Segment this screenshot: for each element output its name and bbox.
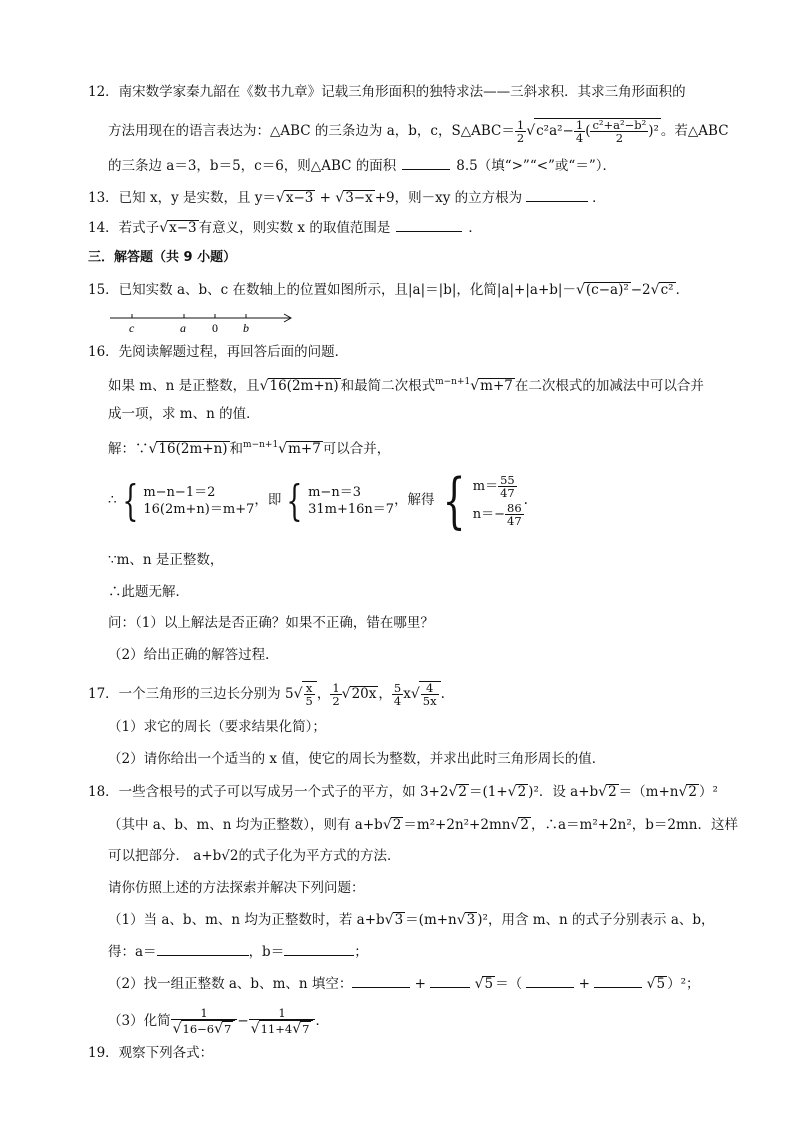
q18-line3: 可以把部分． a+b√2的式子化为平方式的方法． bbox=[108, 848, 401, 864]
answer-blank[interactable] bbox=[402, 155, 450, 170]
label-b: b bbox=[243, 321, 249, 335]
q18-l2b: ，∴a＝m²+2n²，b＝2mn．这样 bbox=[530, 817, 738, 833]
q16-l2b: 和最简二次根式 bbox=[340, 378, 436, 394]
answer-blank[interactable] bbox=[430, 973, 470, 988]
q12-line2: 方法用现在的语言表达为：△ABC 的三条边为 a，b，c，S△ABC＝ $\frac{1}{2}$ √c²a²− $\frac{1}{4}$ ( $\frac{\text{c²+a²−b²}}{2}$ )² 。若△ABC bbox=[108, 118, 729, 145]
q16-line6: ∵m、n 是正整数， bbox=[108, 552, 224, 568]
q16-l4a: 解：∵ bbox=[108, 441, 149, 457]
heron-radical: c²a²− $\frac{1}{4}$ ( $\frac{\text{c²+a²−b²}}{2}$ )² bbox=[536, 118, 659, 145]
q13-line: 13．已知 x，y 是实数，且 y＝√x−3 + √3−x +9，则－xy 的立方根为 ． bbox=[88, 187, 606, 208]
answer-blank[interactable] bbox=[594, 973, 642, 988]
q18-l1a: 18．一些含根号的式子可以写成另一个式子的平方，如 3+2 bbox=[88, 784, 449, 800]
q16-l5b: ，即 bbox=[254, 492, 282, 508]
q16-line3: 成一项，求 m、n 的值． bbox=[108, 406, 260, 422]
q13-pre: 13．已知 x，y 是实数，且 y＝ bbox=[88, 190, 276, 206]
q18-line4: 请你仿照上述的方法探索并解决下列问题： bbox=[108, 880, 365, 896]
answer-blank-b[interactable] bbox=[284, 941, 354, 956]
q16-line7: ∴此题无解． bbox=[108, 584, 189, 600]
q18-l8a: （3）化简 bbox=[108, 1013, 171, 1029]
q17-l1: 17．一个三角形的三边长分别为 bbox=[88, 686, 281, 702]
q16-line2: 如果 m、n 是正整数，且√16(2m+n) 和最简二次根式$^{m-n+1}$√m+7 在二次根式的加减法中可以合并 bbox=[108, 377, 704, 394]
q16-line5: ∴ { m−n−1＝2 16(2m+n)＝m+7，即 { m−n＝3 31m+16n＝7，解得 { m＝ $\frac{55}{47}$ n＝− $\frac{86}{47}$ . bbox=[108, 465, 528, 536]
label-a: a bbox=[180, 321, 186, 335]
q12-line3-text: 的三条边 a＝3，b＝5，c＝6，则△ABC 的面积 bbox=[108, 158, 397, 174]
q16-l4b: 和 bbox=[229, 441, 244, 457]
q13-end: ． bbox=[592, 190, 606, 206]
answer-blank[interactable] bbox=[352, 973, 410, 988]
q15-line: 15．已知实数 a、b、c 在数轴上的位置如图所示，且|a|＝|b|，化简|a|+|a+b|－√(c−a)² −2√c² ． bbox=[88, 282, 690, 298]
q18-l7b: （ bbox=[508, 976, 523, 992]
q14-end: ． bbox=[468, 220, 482, 236]
q14-line: 14．若式子√x−3 有意义，则实数 x 的取值范围是 ． bbox=[88, 217, 482, 238]
frac-half: $\frac{1}{2}$ bbox=[516, 118, 525, 145]
q18-l2a: （其中 a、b、m、n 均为正整数），则有 a+b bbox=[108, 817, 383, 833]
q13-mid: +9，则－xy 的立方根为 bbox=[374, 190, 523, 206]
q17-line2: （1）求它的周长（要求结果化简）； bbox=[108, 719, 326, 735]
q17-line3: （2）请你给出一个适当的 x 值，使它的周长为整数，并求出此时三角形周长的值． bbox=[108, 751, 606, 767]
q18-l6a: 得：a＝ bbox=[108, 944, 157, 960]
q18-l5a: （1）当 a、b、m、n 均为正整数时，若 a+b bbox=[108, 912, 385, 928]
q16-line4: 解：∵√16(2m+n) 和$^{m-n+1}$√m+7 可以合并， bbox=[108, 440, 391, 457]
q18-l8b: ． bbox=[315, 1013, 329, 1029]
q17-line1: 17．一个三角形的三边长分别为 5√ $\frac{x}{5}$ ， $\frac{1}{2}$ √20x ， $\frac{5}{4}$ x√ $\frac{4}{5x}$ . bbox=[88, 681, 445, 708]
q16-l2a: 如果 m、n 是正整数，且 bbox=[108, 378, 260, 394]
q15-text: 15．已知实数 a、b、c 在数轴上的位置如图所示，且|a|＝|b|，化简|a|+|a+b|－ bbox=[88, 282, 576, 298]
label-0: 0 bbox=[212, 321, 218, 335]
q16-line9: （2）给出正确的解答过程． bbox=[108, 647, 279, 663]
q12-line3 bbox=[108, 155, 616, 176]
q18-line1: 18．一些含根号的式子可以写成另一个式子的平方，如 3+2√2 ＝(1+√2 )²．设 a+b√2 ＝（m+n√2 ）² bbox=[88, 784, 718, 800]
q18-l1b: ．设 a+b bbox=[538, 784, 599, 800]
number-line bbox=[108, 308, 298, 338]
q14-pre: 14．若式子 bbox=[88, 220, 160, 236]
answer-blank[interactable] bbox=[526, 187, 588, 202]
answer-blank[interactable] bbox=[396, 217, 462, 232]
q18-l6b: ，b＝ bbox=[248, 944, 285, 960]
q18-line8: （3）化简 $\frac{1}{√16-6√7}$ − $\frac{1}{√11+4√7}$ ． bbox=[108, 1005, 329, 1037]
q18-line7: （2）找一组正整数 a、b、m、n 填空： + √5 ＝（ + √5 ）²； bbox=[108, 973, 700, 994]
q16-line1: 16．先阅读解题过程，再回答后面的问题． bbox=[88, 344, 349, 360]
q18-l7a: （2）找一组正整数 a、b、m、n 填空： bbox=[108, 976, 353, 992]
q18-l7c: ）²； bbox=[667, 976, 700, 992]
q16-line8: 问：（1）以上解法是否正确？如果不正确，错在哪里？ bbox=[108, 615, 434, 631]
q16-l5c: ，解得 bbox=[394, 492, 435, 508]
q12-line3-end: 8.5（填“>”“<”或“＝”）． bbox=[456, 158, 616, 174]
label-c: c bbox=[129, 321, 135, 335]
q16-l5a: ∴ bbox=[108, 492, 117, 508]
q12-line1: 12．南宋数学家秦九韶在《数书九章》记载三角形面积的独特求法——三斜求积．其求三角形面积的 bbox=[88, 84, 686, 100]
q19-line1: 19．观察下列各式： bbox=[88, 1045, 214, 1061]
q16-l2c: 在二次根式的加减法中可以合并 bbox=[514, 378, 704, 394]
q18-line5: （1）当 a、b、m、n 均为正整数时，若 a+b√3 ＝(m+n√3 )²，用含 m、n 的式子分别表示 a、b， bbox=[108, 912, 715, 928]
q12-line2-text: 方法用现在的语言表达为：△ABC 的三条边为 a，b，c，S△ABC＝ bbox=[108, 123, 515, 139]
answer-blank[interactable] bbox=[526, 973, 574, 988]
q15-end: ． bbox=[675, 282, 690, 298]
q18-line2: （其中 a、b、m、n 均为正整数），则有 a+b√2 ＝m²+2n²+2mn√2 ，∴a＝m²+2n²，b＝2mn．这样 bbox=[108, 817, 738, 833]
q14-mid: 有意义，则实数 x 的取值范围是 bbox=[198, 220, 391, 236]
answer-blank-a[interactable] bbox=[157, 941, 249, 956]
q16-l4c: 可以合并， bbox=[322, 441, 391, 457]
q18-l5b: ，用含 m、n 的式子分别表示 a、b， bbox=[487, 912, 715, 928]
q12-line2-end: 。若△ABC bbox=[660, 123, 729, 139]
q18-line6 bbox=[108, 941, 368, 962]
q18-l6c: ； bbox=[354, 944, 368, 960]
section-heading: 三．解答题（共 9 小题） bbox=[88, 250, 237, 265]
